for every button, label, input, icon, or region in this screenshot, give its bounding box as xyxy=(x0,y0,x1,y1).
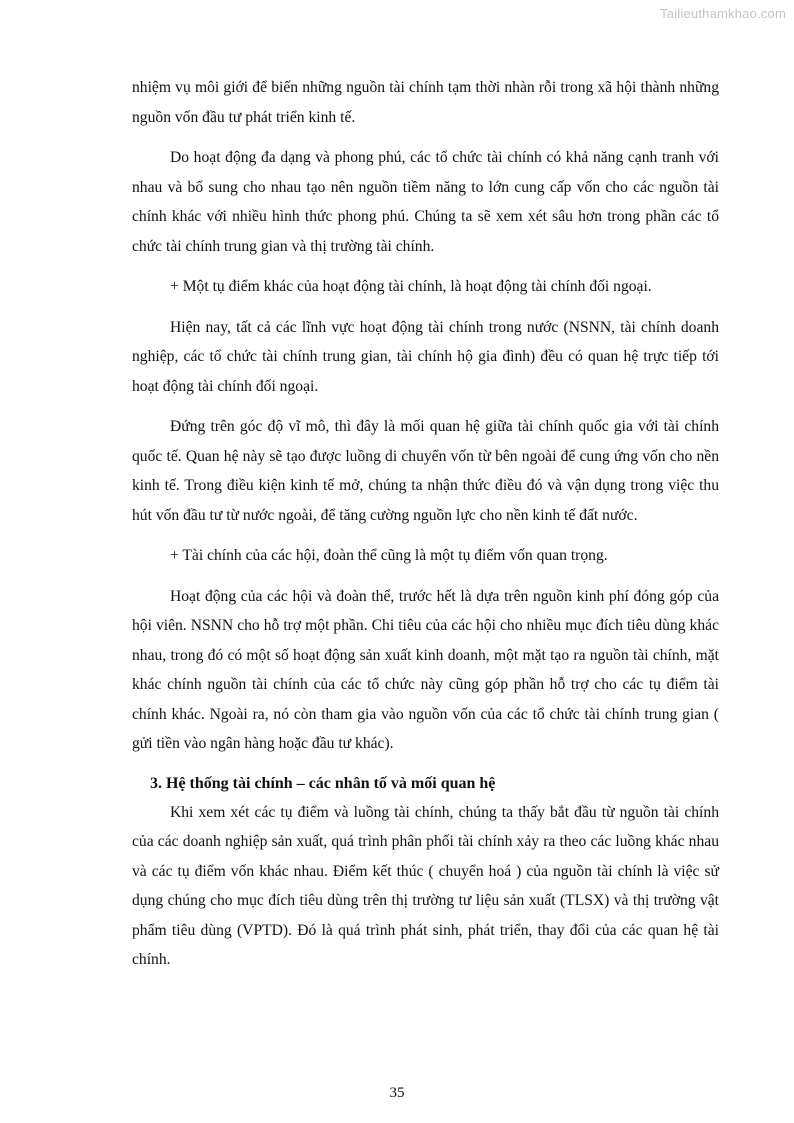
paragraph-foreign-finance-point: + Một tụ điểm khác của hoạt động tài chính, là hoạt động tài chính đối ngoại. xyxy=(170,278,652,295)
page-number: 35 xyxy=(389,1085,405,1101)
paragraph-macro-view: Đứng trên góc độ vĩ mô, thì đây là mối quan hệ giữa tài chính quốc gia với tài chính quốc tế. Quan hệ này sẽ tạo được luồng di chuyển vốn từ bên ngoài để cung ứng vốn cho nền kinh tế. Trong điều kiện kinh tế mở, chúng ta nhận thức điều đó và vận dụng trong việc thu hút vốn đầu tư từ nước ngoài, để tăng cường nguồn lực cho nền kinh tế đất nước. xyxy=(132,418,719,524)
paragraph-associations-activity: Hoạt động của các hội và đoàn thể, trước hết là dựa trên nguồn kinh phí đóng góp của hội viên. NSNN cho hỗ trợ một phần. Chi tiêu của các hội cho nhiều mục đích tiêu dùng khác nhau, trong đó có một số hoạt động sản xuất kinh doanh, một mặt tạo ra nguồn tài chính, mặt khác chính nguồn tài chính của các tổ chức này cũng góp phần hỗ trợ cho các tụ điểm tài chính khác. Ngoài ra, nó còn tham gia vào nguồn vốn của các tổ chức tài chính trung gian ( gửi tiền vào ngân hàng hoặc đầu tư khác). xyxy=(132,587,719,752)
paragraph-continuation: nhiệm vụ môi giới để biến những nguồn tài chính tạm thời nhàn rỗi trong xã hội thành những nguồn vốn đầu tư phát triển kinh tế. xyxy=(132,79,719,126)
section-heading: 3. Hệ thống tài chính – các nhân tố và mối quan hệ xyxy=(150,774,496,792)
paragraph-domestic-sectors: Hiện nay, tất cả các lĩnh vực hoạt động tài chính trong nước (NSNN, tài chính doanh nghiệp, các tổ chức tài chính trung gian, tài chính hộ gia đình) đều có quan hệ trực tiếp tới hoạt động tài chính đối ngoại. xyxy=(132,318,719,395)
page-body xyxy=(132,73,719,986)
paragraph-associations-point: + Tài chính của các hội, đoàn thể cũng là một tụ điểm vốn quan trọng. xyxy=(170,547,608,564)
section-paragraph: Khi xem xét các tụ điểm và luồng tài chính, chúng ta thấy bắt đầu từ nguồn tài chính của các doanh nghiệp sản xuất, quá trình phân phối tài chính xảy ra theo các luồng khác nhau và các tụ điểm vốn khác nhau. Điểm kết thúc ( chuyển hoá ) của nguồn tài chính là việc sử dụng chúng cho mục đích tiêu dùng trên thị trường tư liệu sản xuất (TLSX) và thị trường vật phẩm tiêu dùng (VPTD). Đó là quá trình phát sinh, phát triển, thay đổi của các quan hệ tài chính. xyxy=(132,803,719,968)
paragraph-diversity: Do hoạt động đa dạng và phong phú, các tổ chức tài chính có khả năng cạnh tranh với nhau và bổ sung cho nhau tạo nên nguồn tiềm năng to lớn cung cấp vốn cho các nguồn tài chính khác với nhiều hình thức phong phú. Chúng ta sẽ xem xét sâu hơn trong phần các tổ chức tài chính trung gian và thị trường tài chính. xyxy=(132,149,719,255)
watermark: Tailieuthamkhao.com xyxy=(660,6,786,21)
